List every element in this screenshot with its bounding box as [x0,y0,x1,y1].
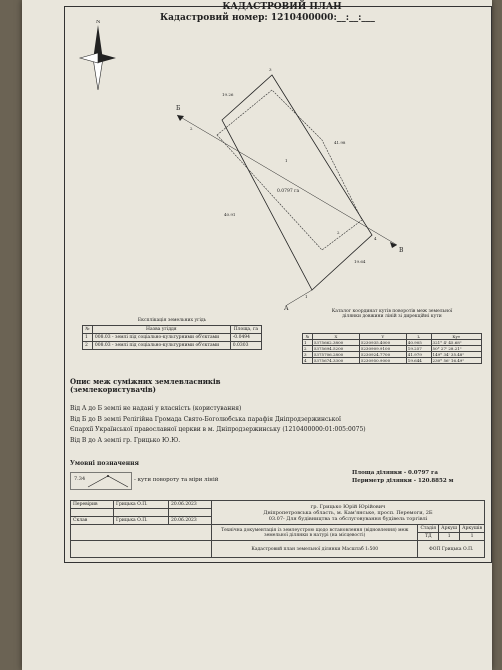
point-1: 1 [305,294,308,299]
coordinates-table [302,333,482,364]
cell: 0.0303 [230,342,261,350]
neighbor-line-3: Єпархії Української православної церкви в м. Дніпродзержинську (1210400000:01:005:0075) [70,426,366,433]
legend-title: Умовні позначення [70,460,139,467]
cell: 5230924.7700 [359,352,406,358]
cell: -0.0494 [230,334,261,342]
parcel-outline [222,75,372,290]
cat-header: № [303,334,313,340]
point-3: 3 [269,67,272,72]
cell: 50° 27' 28.21" [431,346,481,352]
sheets-value: 1 [460,533,485,541]
stage-value: ТД [418,533,439,541]
letter-v: В [399,247,404,254]
legend-text: - кути повороту та міри ліній [134,477,219,483]
north-arrow [80,20,116,90]
cell: 321° 4' 45.68" [431,340,481,346]
legend-sample: 7.34 [74,476,86,482]
neighbor-line-4: Від В до А землі гр. Грицько Ю.Ю. [70,437,181,444]
dim-4: 19.64 [354,259,366,264]
dim-2: 41.98 [334,140,346,145]
cell: 008.03 - землі під соціально-культурними об'єктами [92,334,230,342]
cell: 008.03 - землі під соціально-культурними об'єктами [92,342,230,350]
explication-caption: Експлікація земельних угідь [137,318,207,323]
expl-header-no: № [83,326,93,334]
cat-header: L [406,334,431,340]
sheet-header: Аркуш [439,525,460,533]
letter-b: Б [176,105,181,112]
table-row [83,342,262,350]
drafted-name: Грицька О.П. [114,517,169,525]
cat-header: X [312,334,359,340]
cell: 5375662.3800 [312,340,359,346]
parcel-index: 1 [285,158,288,163]
table-row [83,334,262,342]
expl-header-area: Площа, га [230,326,261,334]
explication-table [82,325,262,350]
cell: 5230909.9100 [359,346,406,352]
inner-index: 2 [337,230,340,235]
catalog-caption: Каталог координат кутів поворотів меж земельної ділянки довжини ліній зі дирекційні кути [331,309,453,319]
cell: 41.979 [406,352,431,358]
neighbors-title: Опис меж суміжних землевласників (землекористувачів) [70,377,221,394]
point-2: 2 [190,126,193,131]
cadastral-number: Кадастровий номер: 1210400000:__:__:___ [160,13,375,23]
cell: 19.644 [406,358,431,364]
cell: 1 [83,334,93,342]
cell: 5230950.9000 [359,358,406,364]
cell: 230° 56' 16.49" [431,358,481,364]
table-row [303,358,482,364]
dim-3: 40.91 [224,212,236,217]
cell: 5375706.2800 [312,352,359,358]
company-name: ФОП Грицька О.П. [418,541,485,558]
cat-header: Y [359,334,406,340]
drafted-date: 20.06.2023 [169,517,212,525]
cell: 2 [83,342,93,350]
cell: 5230935.4000 [359,340,406,346]
cell: 4 [303,358,313,364]
cell: 19.257 [406,346,431,352]
document-title: КАДАСТРОВИЙ ПЛАН [222,2,342,12]
point-4: 4 [374,236,377,241]
letter-a: А [284,305,289,310]
cell: 5375694.5200 [312,346,359,352]
document-page [22,0,492,670]
plan-name: Кадастровий план земельної ділянки Масштаб 1:500 [212,541,418,558]
title-block [70,500,485,558]
owner-address: Дніпропетровська область, м. Кам'янське, просп. Перемоги, 2Б [263,509,433,516]
land-purpose: 03.07- Для будівництва та обслуговування будівель торгівлі [268,515,428,522]
owner-name: гр. Грицько Юрій Юрійович [310,503,386,510]
expl-header-name: Назва угіддя [92,326,230,334]
dim-1: 19.26 [222,92,234,97]
checked-name: Грицька О.П. [114,501,169,509]
cell: 40.905 [406,340,431,346]
checked-date: 20.06.2023 [169,501,212,509]
neighbor-line-2: Від Б до В землі Релігійна Громада Свято-Боголюбська парафія Дніпродзержинської [70,416,341,423]
summary-perimeter: Периметр ділянки - 120.8852 м [352,478,454,484]
cell: 5375674.3300 [312,358,359,364]
checked-label: Перевірив [71,501,114,509]
neighbor-line-1: Від А до Б землі не надані у власність (користування) [70,405,242,412]
sheet-value: 1 [439,533,460,541]
cat-header: Кут [431,334,481,340]
stage-header: Стадія [418,525,439,533]
parcel-area-label: 0.0797 га [277,189,300,194]
sheets-header: Аркушів [460,525,485,533]
cell: 149° 34' 35.48" [431,352,481,358]
north-label: N [96,20,101,25]
summary-area: Площа ділянки - 0.0797 га [352,470,438,476]
cell: 2 [303,346,313,352]
parcel-plan [72,20,472,310]
doc-title: Технічна документація із землеустрою щодо встановлення (відновлення) меж земельної ділянки в натурі (на місцевості) [212,525,418,541]
cell: 1 [303,340,313,346]
cell: 3 [303,352,313,358]
inner-contour [217,90,362,250]
drafted-label: Склав [71,517,114,525]
